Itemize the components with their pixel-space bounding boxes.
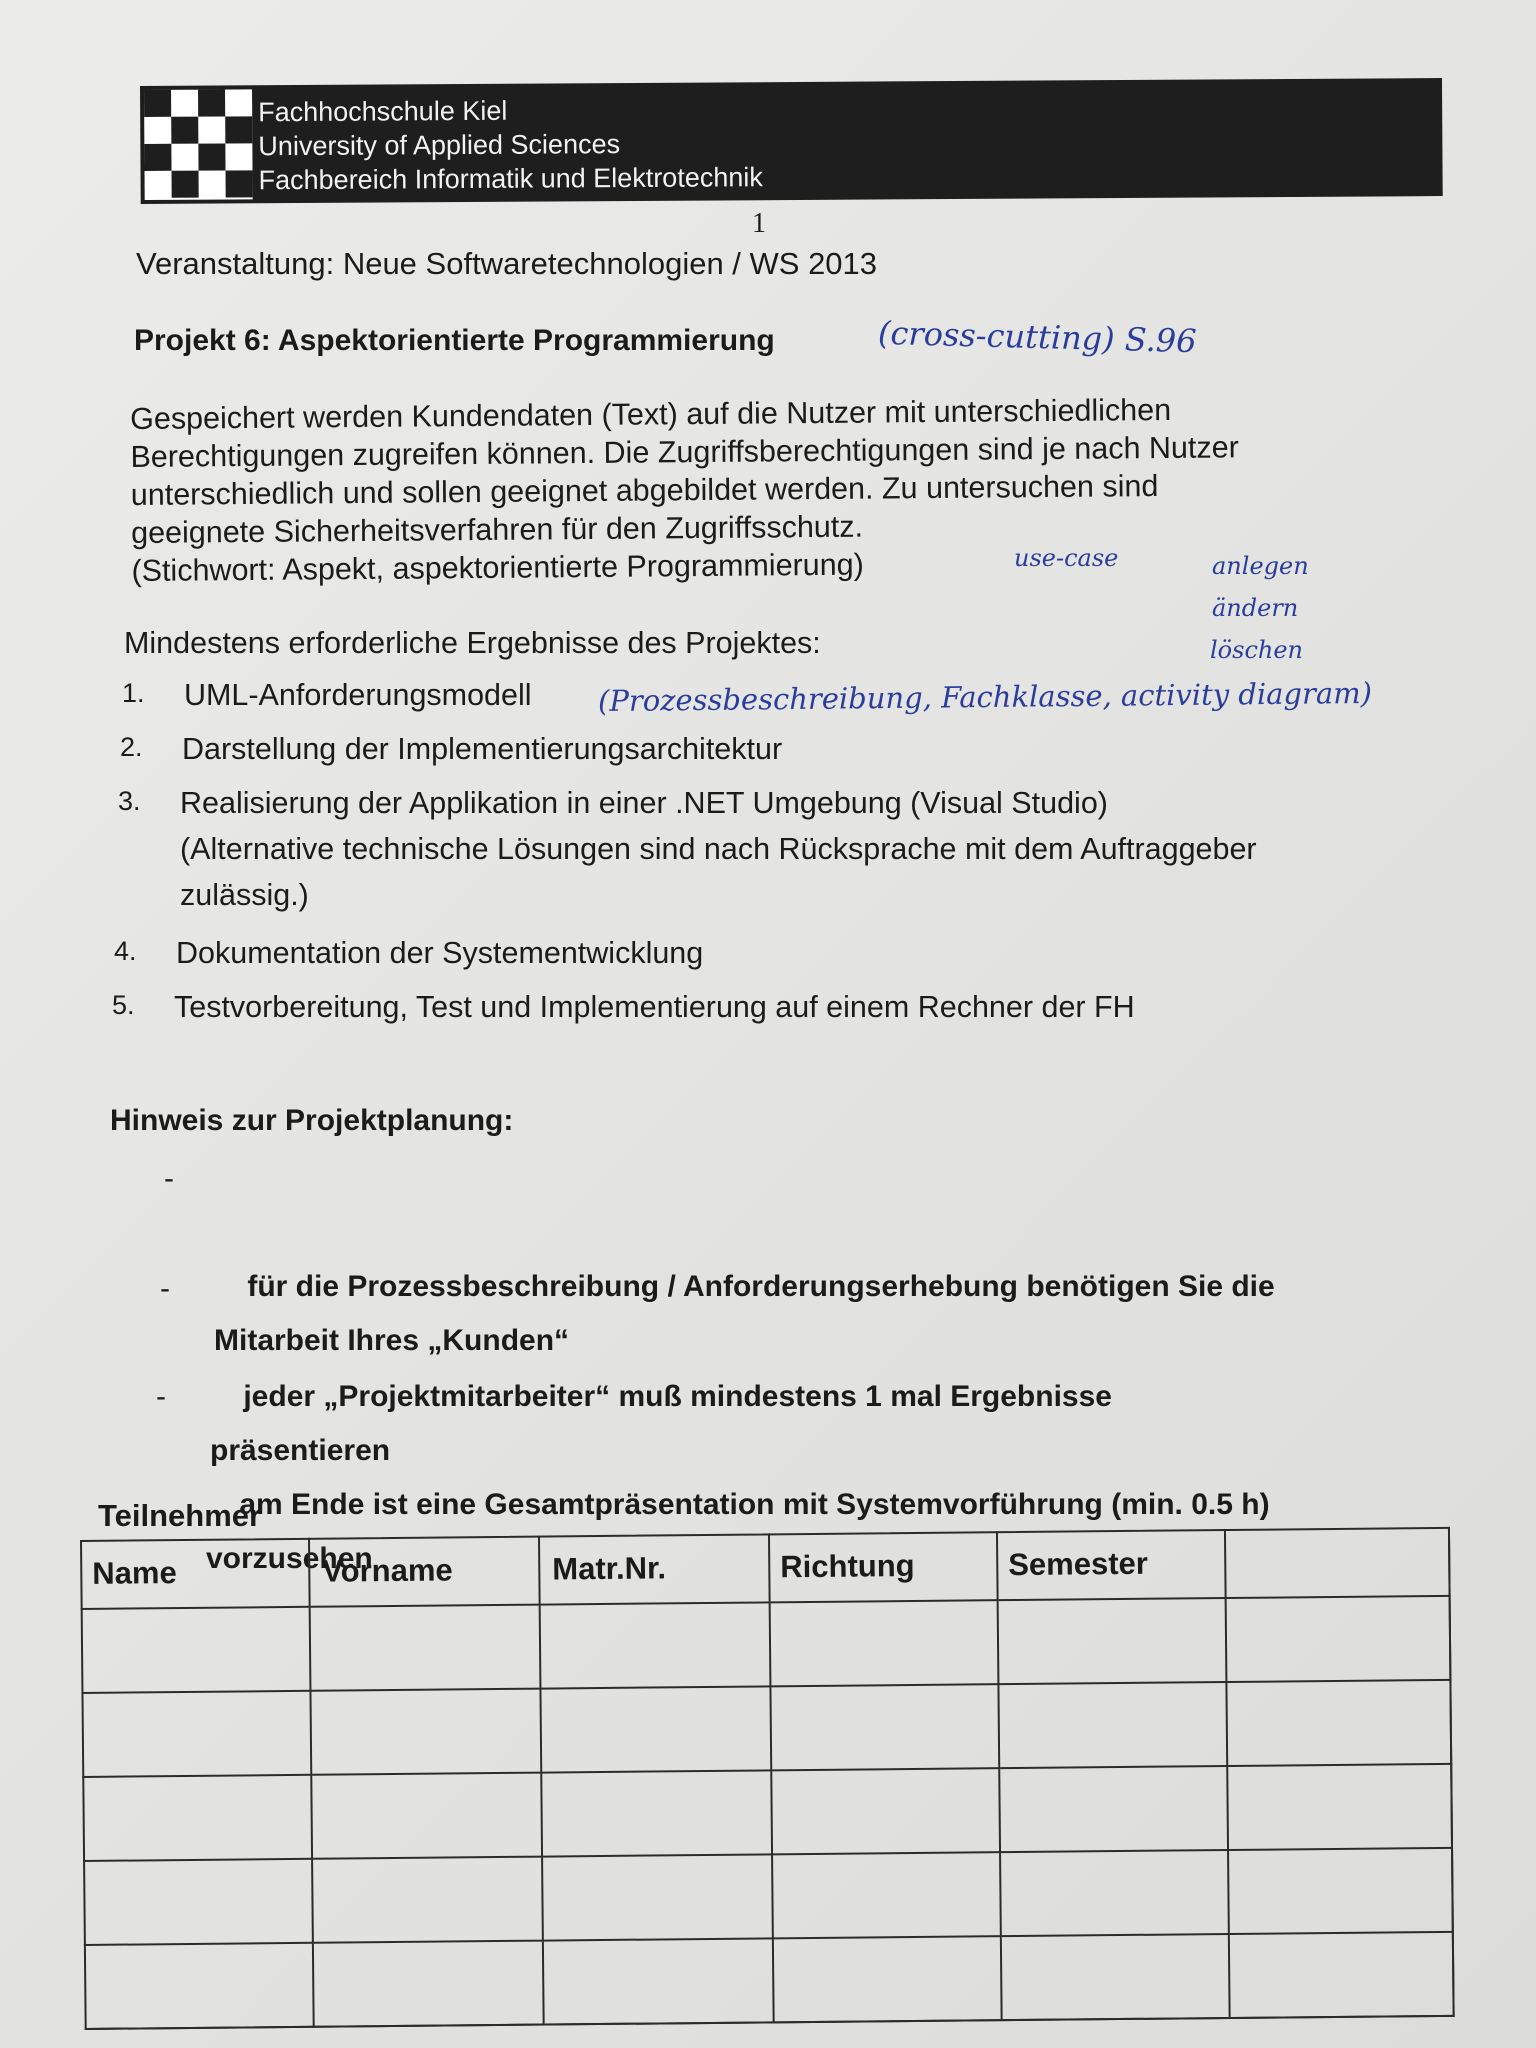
table-header-cell: [998, 1529, 1227, 1601]
requirement-text: Dokumentation der Systementwicklung: [176, 936, 704, 970]
requirement-text: UML-Anforderungsmodell: [184, 678, 532, 712]
table-cell[interactable]: [314, 1942, 545, 2028]
bullet-dash: -: [160, 1272, 170, 1305]
planning-hint-text: jeder „Projektmitarbeiter“ muß mindestens 1 mal Ergebnisse präsentieren: [210, 1380, 1112, 1467]
university-logo: [144, 89, 253, 200]
table-header-cell: [770, 1531, 999, 1603]
table-cell[interactable]: [311, 1606, 542, 1692]
participants-heading: Teilnehmer: [98, 1498, 262, 1533]
handwritten-uml-note: (Prozessbeschreibung, Fachklasse, activity diagram): [597, 675, 1373, 719]
column-header-vorname: Vorname: [322, 1552, 453, 1589]
planning-hint-heading: Hinweis zur Projektplanung:: [110, 1104, 514, 1137]
table-cell[interactable]: [1229, 1849, 1454, 1935]
requirement-number: 3.: [118, 786, 141, 816]
column-header-semester: Semester: [1008, 1545, 1149, 1583]
table-cell[interactable]: [82, 1776, 313, 1862]
table-cell[interactable]: [772, 1769, 1001, 1855]
participants-table: [80, 1527, 1455, 2030]
project-description: Gespeichert werden Kundendaten (Text) auf die Nutzer mit unterschiedlichen Berechtigungen zugreifen können. Die Zugriffsberechtigungen sind je nach Nutzer unterschiedlich und sollen geeignet abgebildet werden. Zu untersuchen sind geeignete Sicherheitsverfahren für den Zugriffsschutz. (Stichwort: Aspekt, aspektorientierte Programmierung): [130, 392, 1239, 588]
requirement-number: 2.: [120, 732, 143, 762]
requirement-text: Darstellung der Implementierungsarchitektur: [182, 732, 783, 766]
table-cell[interactable]: [1230, 1933, 1455, 2019]
table-cell[interactable]: [999, 1599, 1228, 1685]
requirement-number: 4.: [114, 936, 137, 966]
handwritten-title-note: (cross-cutting) S.96: [877, 313, 1197, 361]
requirement-text: Realisierung der Applikation in einer .NET Umgebung (Visual Studio) (Alternative technische Lösungen sind nach Rücksprache mit dem Auftraggeber zulässig.): [180, 786, 1257, 912]
handwritten-side-note-1: use-case: [1014, 544, 1119, 572]
table-cell[interactable]: [1001, 1851, 1230, 1937]
table-cell[interactable]: [313, 1858, 544, 1944]
table-cell[interactable]: [84, 1944, 315, 2030]
table-header-cell: [310, 1536, 541, 1608]
table-cell[interactable]: [544, 1939, 775, 2025]
table-cell[interactable]: [771, 1685, 1000, 1771]
table-cell[interactable]: [542, 1771, 773, 1857]
requirement-number: 5.: [112, 990, 135, 1020]
table-cell[interactable]: [81, 1692, 312, 1778]
table-cell[interactable]: [1000, 1767, 1229, 1853]
requirement-text: Testvorbereitung, Test und Implementierung auf einem Rechner der FH: [174, 990, 1135, 1024]
table-cell[interactable]: [83, 1860, 314, 1946]
table-cell[interactable]: [312, 1774, 543, 1860]
table-cell[interactable]: [999, 1683, 1228, 1769]
planning-hint-text: am Ende ist eine Gesamtpräsentation mit Systemvorführung (min. 0.5 h) vorzusehen: [206, 1488, 1270, 1575]
planning-hint-text: für die Prozessbeschreibung / Anforderungserhebung benötigen Sie die Mitarbeit Ihres „Kunden“: [214, 1270, 1275, 1357]
handwritten-side-note-3: ändern: [1212, 594, 1299, 622]
project-title: Projekt 6: Aspektorientierte Programmierung: [134, 324, 775, 357]
table-cell[interactable]: [773, 1853, 1002, 1939]
requirements-heading: Mindestens erforderliche Ergebnisse des Projektes:: [124, 626, 821, 660]
table-cell[interactable]: [1227, 1681, 1452, 1767]
course-line: Veranstaltung: Neue Softwaretechnologien / WS 2013: [136, 246, 878, 281]
table-cell[interactable]: [541, 1687, 772, 1773]
column-header-richtung: Richtung: [780, 1547, 915, 1585]
banner-line-3: Fachbereich Informatik und Elektrotechnik: [258, 162, 763, 196]
banner-line-2: University of Applied Sciences: [258, 129, 621, 162]
column-header-matrnr: Matr.Nr.: [552, 1550, 667, 1587]
table-cell[interactable]: [1227, 1597, 1452, 1683]
table-cell[interactable]: [81, 1608, 312, 1694]
banner-line-1: Fachhochschule Kiel: [258, 95, 508, 128]
university-banner: [140, 78, 1443, 204]
page-number: 1: [752, 208, 766, 239]
requirement-number: 1.: [122, 678, 145, 708]
bullet-dash: -: [164, 1162, 174, 1195]
handwritten-side-note-4: löschen: [1210, 636, 1303, 664]
table-header-cell: [80, 1538, 311, 1610]
table-cell[interactable]: [541, 1603, 772, 1689]
table-cell[interactable]: [774, 1937, 1003, 2023]
table-cell[interactable]: [1002, 1935, 1231, 2021]
table-cell[interactable]: [1228, 1765, 1453, 1851]
column-header-name: Name: [92, 1555, 177, 1591]
table-cell[interactable]: [543, 1855, 774, 1941]
bullet-dash: -: [156, 1380, 166, 1413]
table-header-cell: [1226, 1527, 1451, 1599]
table-cell[interactable]: [311, 1690, 542, 1776]
table-cell[interactable]: [771, 1601, 1000, 1687]
handwritten-side-note-2: anlegen: [1212, 552, 1309, 580]
table-header-cell: [540, 1533, 771, 1605]
